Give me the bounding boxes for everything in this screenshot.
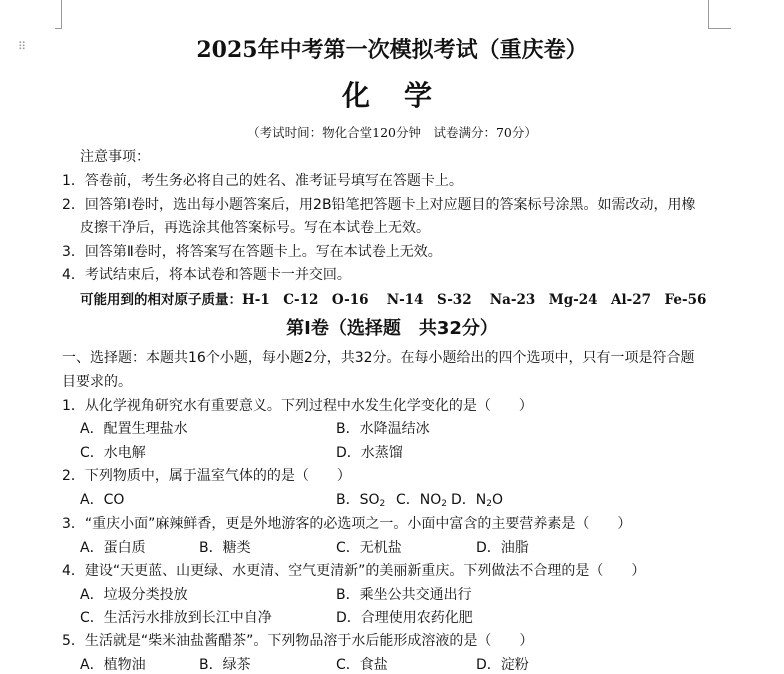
question-2-stem: 2．下列物质中，属于温室气体的的是（ ） — [62, 468, 351, 484]
question-3-option-c: C．无机盐 — [336, 540, 402, 556]
notice-item-1: 1．答卷前，考生务必将自己的姓名、准考证号填写在答题卡上。 — [62, 173, 463, 189]
question-1-stem: 1．从化学视角研究水有重要意义。下列过程中水发生化学变化的是（ ） — [62, 398, 533, 414]
question-5-stem: 5．生活就是“柴米油盐酱醋茶”。下列物品溶于水后能形成溶液的是（ ） — [62, 633, 534, 649]
exam-info: （考试时间：物化合堂120分钟 试卷满分：70分） — [247, 125, 537, 140]
page-corner-marker-top-left — [55, 0, 62, 29]
question-5-option-d: D．淀粉 — [476, 657, 529, 673]
question-2-option-a: A．CO — [80, 492, 125, 508]
question-4-option-b: B．乘坐公共交通出行 — [336, 587, 472, 603]
question-3-option-b: B．糖类 — [199, 540, 251, 556]
option-c-text: C．NO — [396, 492, 442, 508]
question-2-option-c — [396, 489, 447, 509]
option-b-text: B．SO — [336, 492, 380, 508]
question-3-option-d: D．油脂 — [476, 540, 529, 556]
question-1-option-b: B．水降温结冰 — [336, 421, 430, 437]
question-4-option-c: C．生活污水排放到长江中自净 — [80, 610, 272, 626]
question-1-option-c: C．水电解 — [80, 445, 146, 461]
subscript: 2 — [486, 499, 492, 509]
question-3-option-a: A．蛋白质 — [80, 540, 146, 556]
question-3-stem: 3．“重庆小面”麻辣鲜香，更是外地游客的必选项之一。小面中富含的主要营养素是（ ） — [62, 516, 632, 532]
question-1-option-d: D．水蒸馏 — [336, 445, 403, 461]
subject-heading: 化学 — [341, 79, 466, 112]
question-5-option-c: C．食盐 — [336, 657, 388, 673]
document-title: 2025年中考第一次模拟考试（重庆卷） — [196, 37, 588, 63]
subscript: 2 — [441, 499, 448, 509]
notice-item-2-continued: 皮擦干净后，再选涂其他答案标号。写在本试卷上无效。 — [80, 220, 430, 236]
question-2-option-b — [336, 489, 385, 509]
question-1-option-a: A．配置生理盐水 — [80, 421, 188, 437]
section-intro-line-2: 目要求的。 — [62, 374, 132, 390]
question-2-option-d — [451, 489, 503, 509]
atomic-mass-reference: 可能用到的相对原子质量：H-1 C-12 O-16 N-14 S-32 Na-23 Mg-24 Al-27 Fe-56 — [80, 292, 707, 308]
subscript: 2 — [379, 499, 386, 509]
question-5-option-b: B．绿茶 — [199, 657, 251, 673]
option-d-text-tail: O — [492, 492, 504, 508]
notice-item-4: 4．考试结束后，将本试卷和答题卡一并交回。 — [62, 267, 351, 283]
notice-heading: 注意事项： — [80, 149, 150, 165]
option-d-text: D．N — [451, 492, 487, 508]
notice-item-2: 2．回答第Ⅰ卷时，选出每小题答案后，用2B铅笔把答题卡上对应题目的答案标号涂黑。如需改动，用橡 — [62, 197, 696, 213]
question-4-option-a: A．垃圾分类投放 — [80, 587, 188, 603]
section-title: 第Ⅰ卷（选择题 共32分） — [286, 318, 498, 339]
question-4-stem: 4．建设“天更蓝、山更绿、水更清、空气更清新”的美丽新重庆。下列做法不合理的是（ ） — [62, 563, 646, 579]
page-corner-marker-top-right — [708, 0, 731, 29]
section-intro-line-1: 一、选择题：本题共16个小题，每小题2分，共32分。在每小题给出的四个选项中，只有一项是符合题 — [62, 350, 695, 366]
drag-handle-icon[interactable]: ⠿ — [18, 40, 28, 53]
question-5-option-a: A．植物油 — [80, 657, 146, 673]
question-4-option-d: D．合理使用农药化肥 — [336, 610, 473, 626]
notice-item-3: 3．回答第Ⅱ卷时，将答案写在答题卡上。写在本试卷上无效。 — [62, 244, 442, 260]
